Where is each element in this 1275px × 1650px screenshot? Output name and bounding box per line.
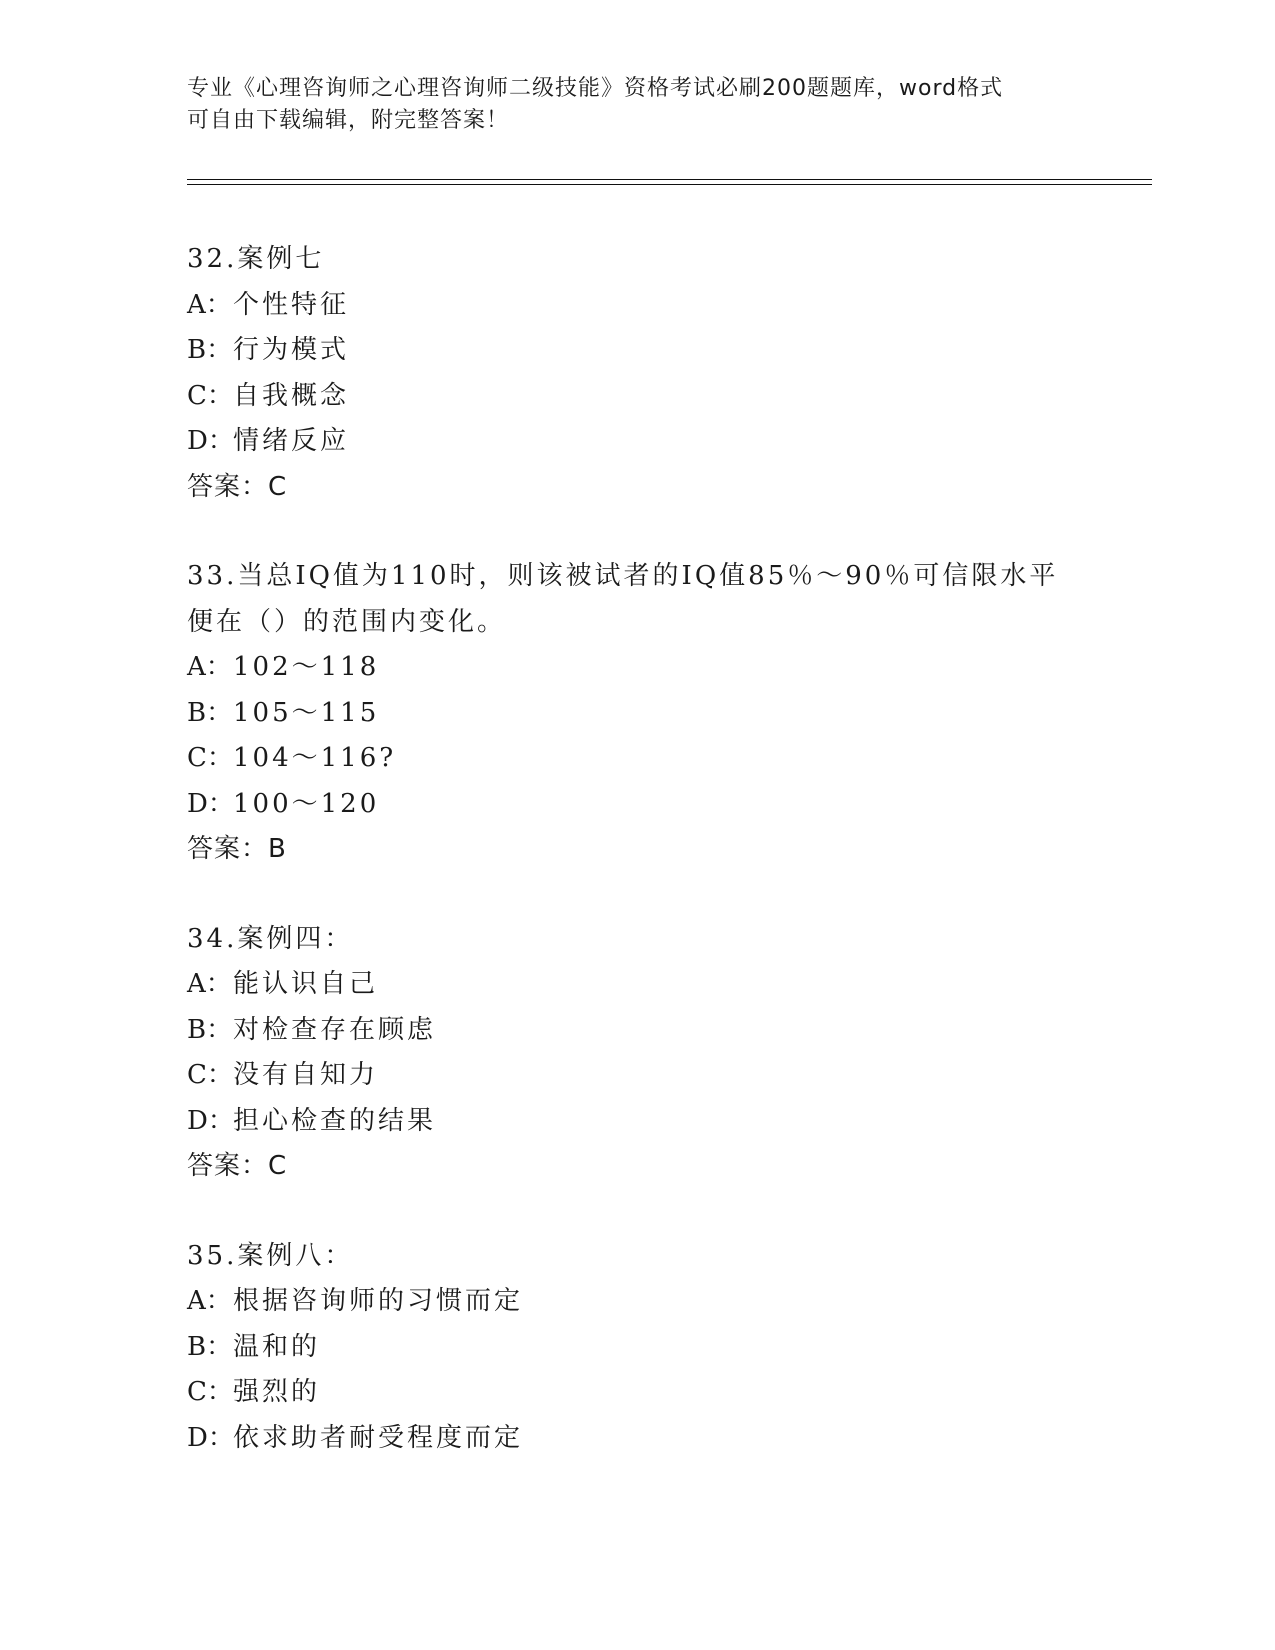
option-text: 依求助者耐受程度而定 [233, 1422, 524, 1453]
option-a [187, 1279, 1137, 1325]
option-key: C： [187, 1060, 233, 1090]
option-c [187, 374, 1137, 420]
option-d [187, 419, 1137, 465]
option-b [187, 691, 1137, 737]
question-33 [187, 554, 1137, 873]
option-c [187, 736, 1137, 782]
option-key: D： [187, 426, 234, 456]
answer-line: 答案：C [187, 1151, 288, 1181]
option-text: 情绪反应 [233, 426, 350, 456]
option-key: C： [187, 743, 233, 773]
header-line-2: 可自由下载编辑，附完整答案！ [187, 108, 510, 133]
option-d [187, 1416, 1137, 1462]
option-key: A： [187, 1286, 232, 1316]
question-32 [187, 237, 1137, 510]
option-text: 行为模式 [233, 335, 350, 365]
option-key: B： [187, 335, 233, 365]
option-text: 对检查存在顾虑 [233, 1014, 437, 1045]
option-text: 自我概念 [233, 380, 350, 411]
option-d [187, 1099, 1137, 1145]
option-text: 102～118 [233, 652, 380, 682]
option-text: 100～120 [233, 788, 380, 819]
option-key: B： [187, 1014, 233, 1045]
header-divider-bottom [187, 184, 1152, 185]
question-list [187, 237, 1137, 1505]
question-35 [187, 1234, 1137, 1462]
header-line-1: 专业《心理咨询师之心理咨询师二级技能》资格考试必刷200题题库，word格式 [187, 76, 1004, 101]
option-text: 105～115 [233, 697, 380, 728]
option-text: 个性特征 [233, 289, 350, 320]
question-stem: 34.案例四： [187, 923, 354, 954]
option-text: 没有自知力 [233, 1060, 379, 1090]
option-key: C： [187, 1377, 233, 1407]
option-text: 强烈的 [233, 1377, 321, 1407]
option-text: 104～116? [233, 743, 397, 773]
option-key: A： [187, 969, 232, 999]
answer-line: 答案：C [187, 471, 288, 502]
option-b [187, 1325, 1137, 1371]
option-key: A： [187, 289, 232, 320]
option-c [187, 1370, 1137, 1416]
option-key: D： [187, 788, 234, 819]
option-text: 根据咨询师的习惯而定 [233, 1286, 524, 1316]
option-key: B： [187, 697, 233, 728]
option-key: D： [187, 1105, 234, 1136]
option-key: A： [187, 652, 232, 682]
option-key: B： [187, 1331, 233, 1362]
question-stem: 35.案例八： [187, 1240, 354, 1271]
option-a [187, 962, 1137, 1008]
option-text: 温和的 [233, 1331, 321, 1362]
option-a [187, 283, 1137, 329]
option-text: 能认识自己 [233, 969, 379, 999]
document-header [187, 73, 1087, 137]
option-c [187, 1053, 1137, 1099]
option-b [187, 328, 1137, 374]
option-key: C： [187, 380, 233, 411]
option-b [187, 1008, 1137, 1054]
question-34 [187, 917, 1137, 1190]
question-stem: 32.案例七 [187, 244, 325, 274]
option-key: D： [187, 1422, 234, 1453]
answer-line: 答案：B [187, 834, 287, 864]
option-d [187, 782, 1137, 828]
question-stem: 33.当总IQ值为110时，则该被试者的IQ值85％～90％可信限水平便在（）的范围内变化。 [187, 561, 1059, 637]
option-text: 担心检查的结果 [233, 1105, 437, 1136]
header-divider-top [187, 179, 1152, 180]
option-a [187, 645, 1137, 691]
